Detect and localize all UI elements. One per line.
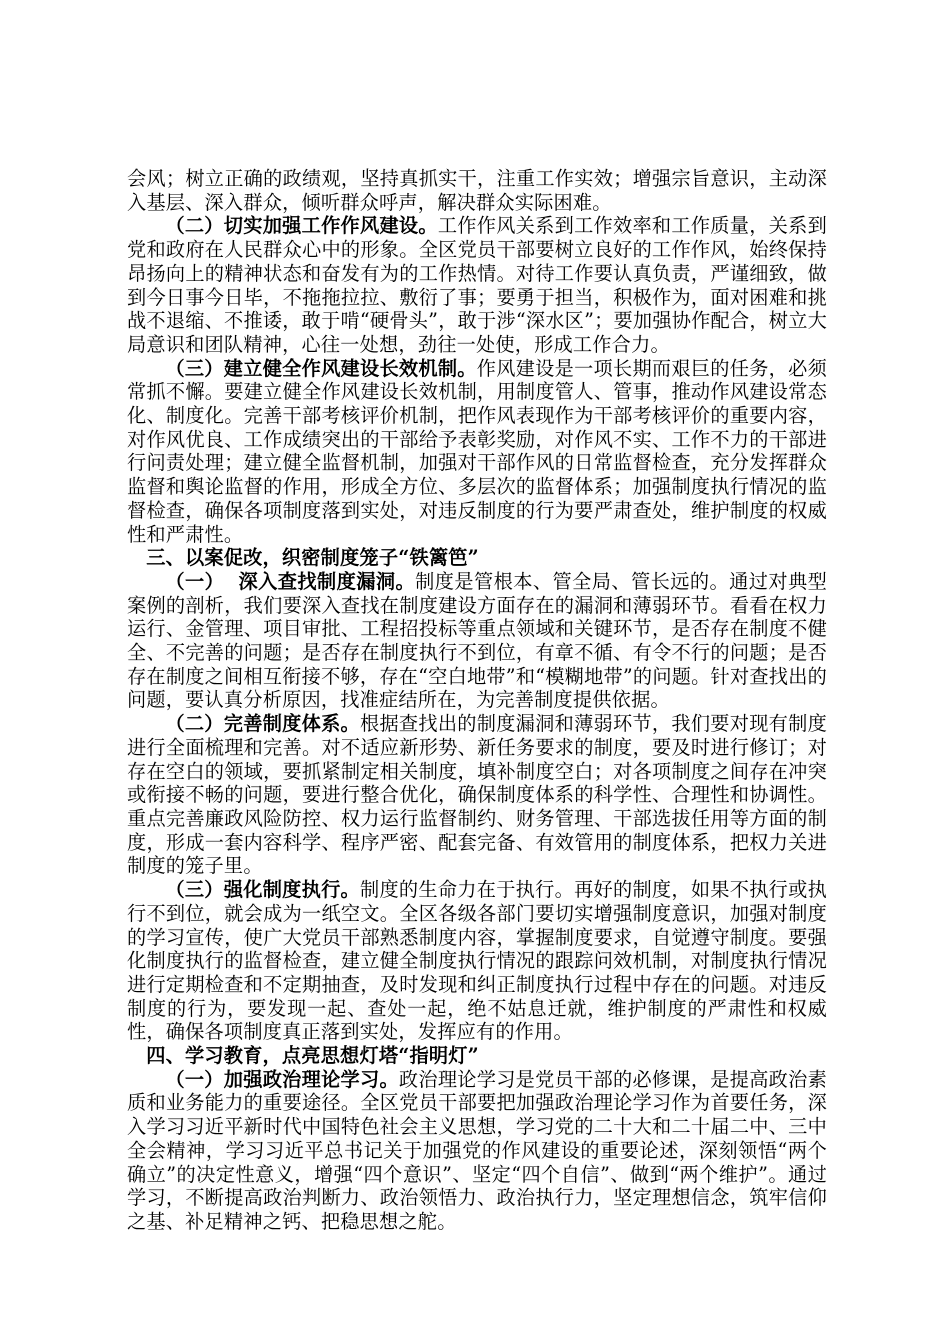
- paragraph-improve-system: [127, 712, 827, 878]
- paragraph-work-style: [127, 214, 827, 356]
- paragraph-lead: （二）完善制度体系。: [165, 712, 360, 736]
- paragraph-long-term-mechanism: [127, 357, 827, 547]
- paragraph-lead: （二）切实加强工作作风建设。: [165, 214, 438, 238]
- section-heading-text: 三、以案促改，织密制度笼子“铁篱笆”: [146, 546, 479, 570]
- section-heading-four: [127, 1044, 827, 1068]
- section-heading-three: [127, 546, 827, 570]
- paragraph-text: 根据查找出的制度漏洞和薄弱环节，我们要对现有制度进行全面梳理和完善。对不适应新形势、新任务要求的制度，要及时进行修订；对存在空白的领域，要抓紧制定相关制度，填补制度空白；对各项制度之间存在冲突或衔接不畅的问题，要进行整合优化，确保制度体系的科学性、合理性和协调性。重点完善廉政风险防控、权力运行监督制约、财务管理、干部选拔任用等方面的制度，形成一套内容科学、程序严密、配套完备、有效管用的制度体系，把权力关进制度的笼子里。: [127, 712, 827, 878]
- paragraph-text: 作风建设是一项长期而艰巨的任务，必须常抓不懈。要建立健全作风建设长效机制，用制度管人、管事，推动作风建设常态化、制度化。完善干部考核评价机制，把作风表现作为干部考核评价的重要内容，对作风优良、工作成绩突出的干部给予表彰奖励，对作风不实、工作不力的干部进行问责处理；建立健全监督机制，加强对干部作风的日常监督检查，充分发挥群众监督和舆论监督的作用，形成全方位、多层次的监督体系；加强制度执行情况的监督检查，确保各项制度落到实处，对违反制度的行为要严肃查处，维护制度的权威性和严肃性。: [127, 356, 827, 546]
- document-body: [127, 167, 827, 1234]
- paragraph-lead: （一） 深入查找制度漏洞。: [165, 569, 416, 593]
- paragraph-enforce-system: [127, 878, 827, 1044]
- paragraph-text: 制度是管根本、管全局、管长远的。通过对典型案例的剖析，我们要深入查找在制度建设方面存在的漏洞和薄弱环节。看看在权力运行、金管理、项目审批、工程招投标等重点领域和关键环节，是否存在制度不健全、不完善的问题；是否存在制度执行不到位，有章不循、有令不行的问题；是否存在制度之间相互衔接不够，存在“空白地带”和“模糊地带”的问题。针对查找出的问题，要认真分析原因，找准症结所在，为完善制度提供依据。: [127, 569, 827, 712]
- paragraph-text: 工作作风关系到工作效率和工作质量，关系到党和政府在人民群众心中的形象。全区党员干部要树立良好的工作作风，始终保持昂扬向上的精神状态和奋发有为的工作热情。对待工作要认真负责，严谨细致，做到今日事今日毕，不拖拖拉拉、敷衍了事；要勇于担当，积极作为，面对困难和挑战不退缩、不推诿，敢于啃“硬骨头”，敢于涉“深水区”；要加强协作配合，树立大局意识和团队精神，心往一处想，劲往一处使，形成工作合力。: [127, 214, 827, 356]
- paragraph-lead: （一）加强政治理论学习。: [165, 1067, 399, 1091]
- paragraph-text: 会风；树立正确的政绩观，坚持真抓实干，注重工作实效；增强宗旨意识，主动深入基层、深入群众，倾听群众呼声，解决群众实际困难。: [127, 167, 827, 214]
- paragraph-political-study: [127, 1068, 827, 1234]
- paragraph-lead: （三）建立健全作风建设长效机制。: [165, 356, 477, 380]
- paragraph-text: 制度的生命力在于执行。再好的制度，如果不执行或执行不到位，就会成为一纸空文。全区各级各部门要切实增强制度意识，加强对制度的学习宣传，使广大党员干部熟悉制度内容，掌握制度要求，自觉遵守制度。要强化制度执行的监督检查，建立健全制度执行情况的跟踪问效机制，对制度执行情况进行定期检查和不定期抽查，及时发现和纠正制度执行过程中存在的问题。对违反制度的行为，要发现一起、查处一起，绝不姑息迁就，维护制度的严肃性和权威性，确保各项制度真正落到实处，发挥应有的作用。: [127, 878, 827, 1044]
- section-heading-text: 四、学习教育，点亮思想灯塔“指明灯”: [146, 1044, 479, 1068]
- paragraph-continuation: [127, 167, 827, 214]
- paragraph-lead: （三）强化制度执行。: [165, 878, 360, 902]
- paragraph-find-loopholes: [127, 570, 827, 712]
- paragraph-text: 政治理论学习是党员干部的必修课，是提高政治素质和业务能力的重要途径。全区党员干部要把加强政治理论学习作为首要任务，深入学习习近平新时代中国特色社会主义思想，学习党的二十大和二十届二中、三中全会精神，学习习近平总书记关于加强党的作风建设的重要论述，深刻领悟“两个确立”的决定性意义，增强“四个意识”、坚定“四个自信”、做到“两个维护”。通过学习，不断提高政治判断力、政治领悟力、政治执行力，坚定理想信念，筑牢信仰之基、补足精神之钙、把稳思想之舵。: [127, 1067, 827, 1233]
